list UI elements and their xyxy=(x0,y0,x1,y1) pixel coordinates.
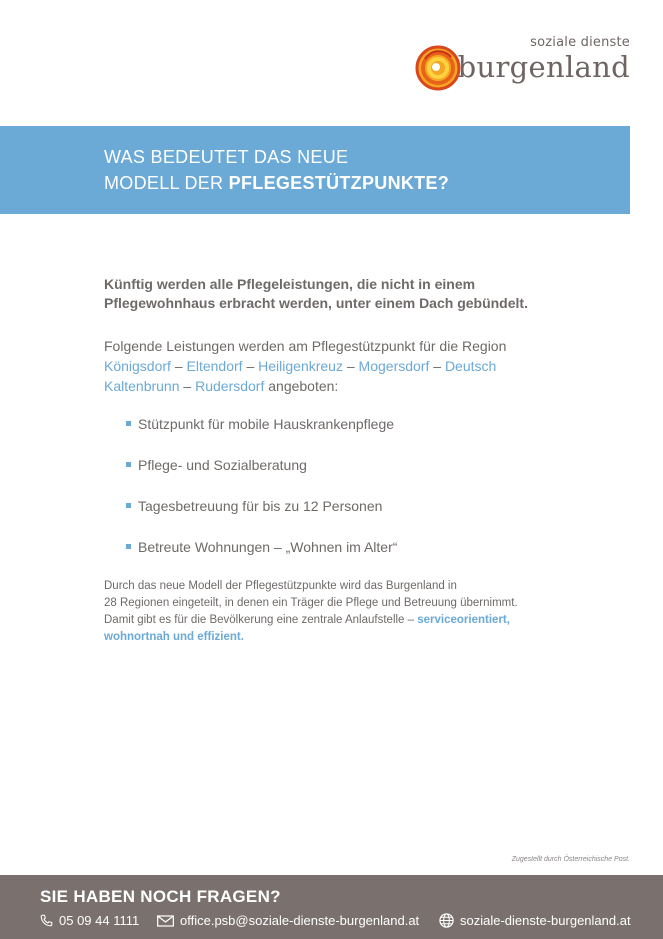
region-separator: – xyxy=(429,358,445,374)
region-separator: – xyxy=(170,358,187,374)
main-content xyxy=(104,275,574,646)
phone-icon xyxy=(40,914,53,927)
logo-tagline: soziale dienste xyxy=(530,35,630,50)
list-item-label: Pflege- und Sozialberatung xyxy=(138,457,307,473)
website-url: soziale-dienste-burgenland.at xyxy=(460,913,631,928)
note-highlight: serviceorientiert, wohnortnah und effizient xyxy=(104,614,510,643)
region-separator: – xyxy=(342,358,359,374)
region-name: Deutsch Kaltenbrunn xyxy=(104,358,497,394)
list-item xyxy=(126,496,574,516)
services-intro xyxy=(104,336,574,396)
model-explanation xyxy=(104,578,574,646)
intro-text: Künftig werden alle Pflegeleistungen, die nicht in einem Pflegewohnhaus erbracht werden, unter einem Dach gebündelt. xyxy=(104,276,528,311)
headline-line-2-bold: PFLEGESTÜTZPUNKTE? xyxy=(228,173,450,193)
headline-banner xyxy=(0,126,630,214)
footer-title: SIE HABEN NOCH FRAGEN? xyxy=(40,887,281,906)
region-separator: – xyxy=(179,378,196,394)
region-separator: – xyxy=(242,358,259,374)
web-contact[interactable] xyxy=(439,913,631,928)
email-address: office.psb@soziale-dienste-burgenland.at xyxy=(180,913,420,928)
footer xyxy=(0,875,663,939)
square-bullet-icon xyxy=(126,421,131,426)
region-name: Eltendorf xyxy=(186,358,243,374)
note-line-2: 28 Regionen eingeteilt, in denen ein Träger die Pflege und Betreuung übernimmt. xyxy=(104,597,518,609)
headline-line-1: WAS BEDEUTET DAS NEUE xyxy=(104,147,349,167)
square-bullet-icon xyxy=(126,503,131,508)
phone-number: 05 09 44 1111 xyxy=(59,913,140,928)
list-item xyxy=(126,414,574,434)
sun-spiral-logo-icon xyxy=(415,45,461,91)
services-intro-suffix: angeboten: xyxy=(268,378,339,394)
region-name: Königsdorf xyxy=(104,358,171,374)
square-bullet-icon xyxy=(126,544,131,549)
logo-wordmark: burgenland xyxy=(457,50,630,84)
services-list xyxy=(126,414,574,557)
note-line-1: Durch das neue Modell der Pflegestützpunkte wird das Burgenland in xyxy=(104,580,457,592)
region-name: Rudersdorf xyxy=(195,378,265,394)
services-intro-prefix: Folgende Leistungen werden am Pflegestützpunkt für die Region xyxy=(104,338,507,354)
note-end: . xyxy=(240,631,244,643)
list-item xyxy=(126,455,574,475)
email-contact[interactable] xyxy=(157,913,419,928)
envelope-icon xyxy=(157,915,174,927)
list-item-label: Stützpunkt für mobile Hauskrankenpflege xyxy=(138,416,395,432)
list-item xyxy=(126,537,574,557)
globe-icon xyxy=(439,913,454,928)
note-line-3: Damit gibt es für die Bevölkerung eine zentrale Anlaufstelle – xyxy=(104,614,418,626)
list-item-label: Betreute Wohnungen – „Wohnen im Alter“ xyxy=(138,539,398,555)
phone-contact[interactable] xyxy=(40,913,139,928)
region-name: Heiligenkreuz xyxy=(258,358,343,374)
region-name: Mogersdorf xyxy=(358,358,430,374)
square-bullet-icon xyxy=(126,462,131,467)
brand-logo xyxy=(415,35,630,95)
headline-line-2 xyxy=(104,173,449,194)
postal-note: Zugestellt durch Österreichische Post. xyxy=(511,856,630,863)
headline-line-2-prefix: MODELL DER xyxy=(104,173,229,193)
list-item-label: Tagesbetreuung für bis zu 12 Personen xyxy=(138,498,383,514)
